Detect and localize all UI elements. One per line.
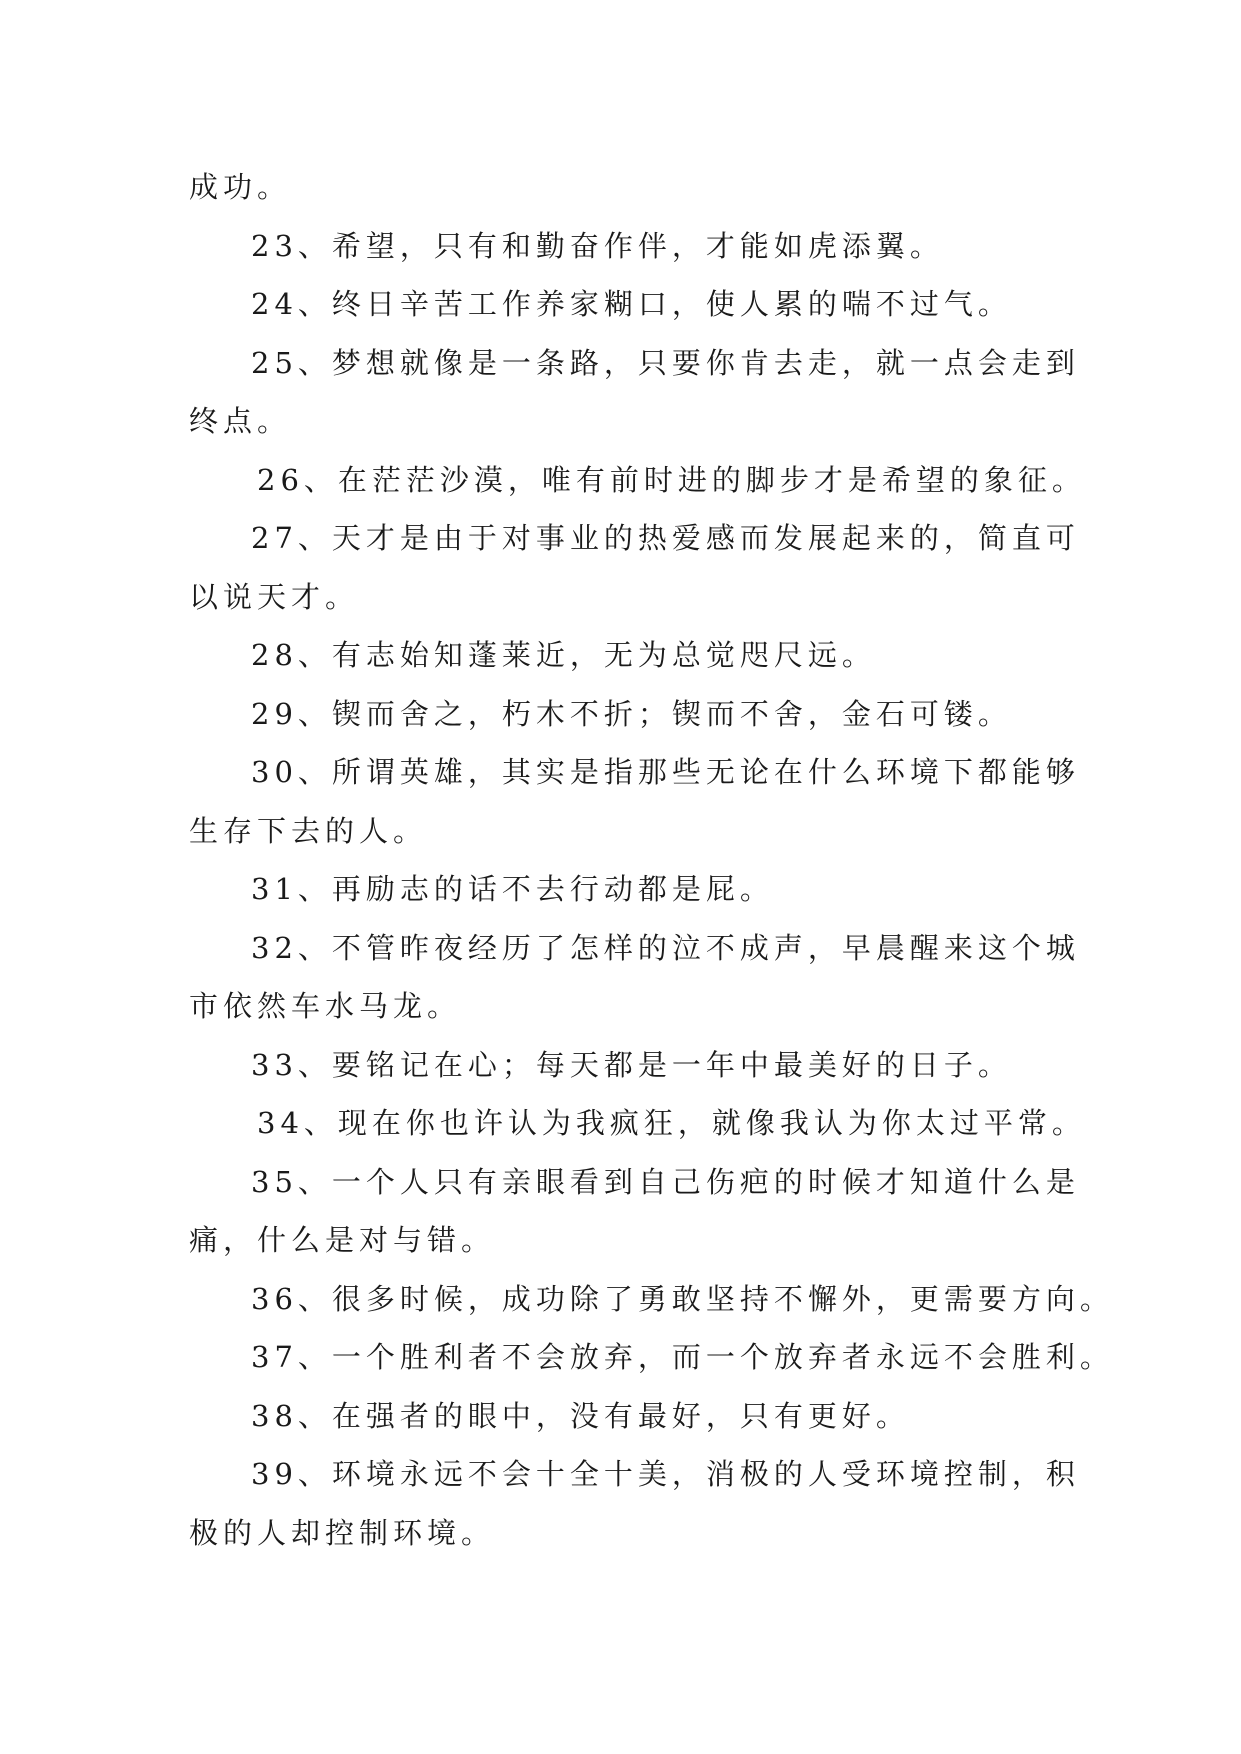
text-line: 极的人却控制环境。 — [189, 1515, 496, 1550]
document-body — [189, 158, 1114, 1562]
text-line: 以说天才。 — [189, 579, 360, 614]
text-line: 市依然车水马龙。 — [189, 989, 462, 1023]
text-line: 34、现在你也许认为我疯狂，就像我认为你太过平常。 — [257, 1106, 1086, 1140]
text-line: 痛，什么是对与错。 — [189, 1223, 496, 1257]
text-line: 33、要铭记在心；每天都是一年中最美好的日子。 — [251, 1047, 1012, 1082]
text-line: 28、有志始知蓬莱近，无为总觉咫尺远。 — [251, 638, 876, 672]
text-line: 终点。 — [189, 404, 292, 438]
text-line: 26、在茫茫沙漠，唯有前时进的脚步才是希望的象征。 — [257, 462, 1086, 497]
text-line: 36、很多时候，成功除了勇敢坚持不懈外，更需要方向。 — [251, 1281, 1114, 1316]
text-line: 生存下去的人。 — [189, 813, 428, 848]
text-line: 38、在强者的眼中，没有最好，只有更好。 — [251, 1398, 910, 1433]
text-line: 31、再励志的话不去行动都是屁。 — [251, 872, 774, 906]
text-line: 39、环境永远不会十全十美，消极的人受环境控制，积 — [251, 1457, 1080, 1491]
text-line: 成功。 — [189, 170, 292, 204]
text-line: 25、梦想就像是一条路，只要你肯去走，就一点会走到 — [251, 345, 1080, 380]
text-line: 27、天才是由于对事业的热爱感而发展起来的，简直可 — [251, 521, 1080, 555]
text-line: 35、一个人只有亲眼看到自己伤疤的时候才知道什么是 — [251, 1164, 1080, 1199]
text-line: 32、不管昨夜经历了怎样的泣不成声，早晨醒来这个城 — [251, 930, 1080, 965]
text-line: 29、锲而舍之，朽木不折；锲而不舍，金石可镂。 — [251, 696, 1012, 731]
text-line: 37、一个胜利者不会放弃，而一个放弃者永远不会胜利。 — [251, 1340, 1114, 1374]
text-line: 24、终日辛苦工作养家糊口，使人累的喘不过气。 — [251, 287, 1012, 321]
text-line: 30、所谓英雄，其实是指那些无论在什么环境下都能够 — [251, 755, 1080, 789]
text-line: 23、希望，只有和勤奋作伴，才能如虎添翼。 — [251, 228, 944, 263]
